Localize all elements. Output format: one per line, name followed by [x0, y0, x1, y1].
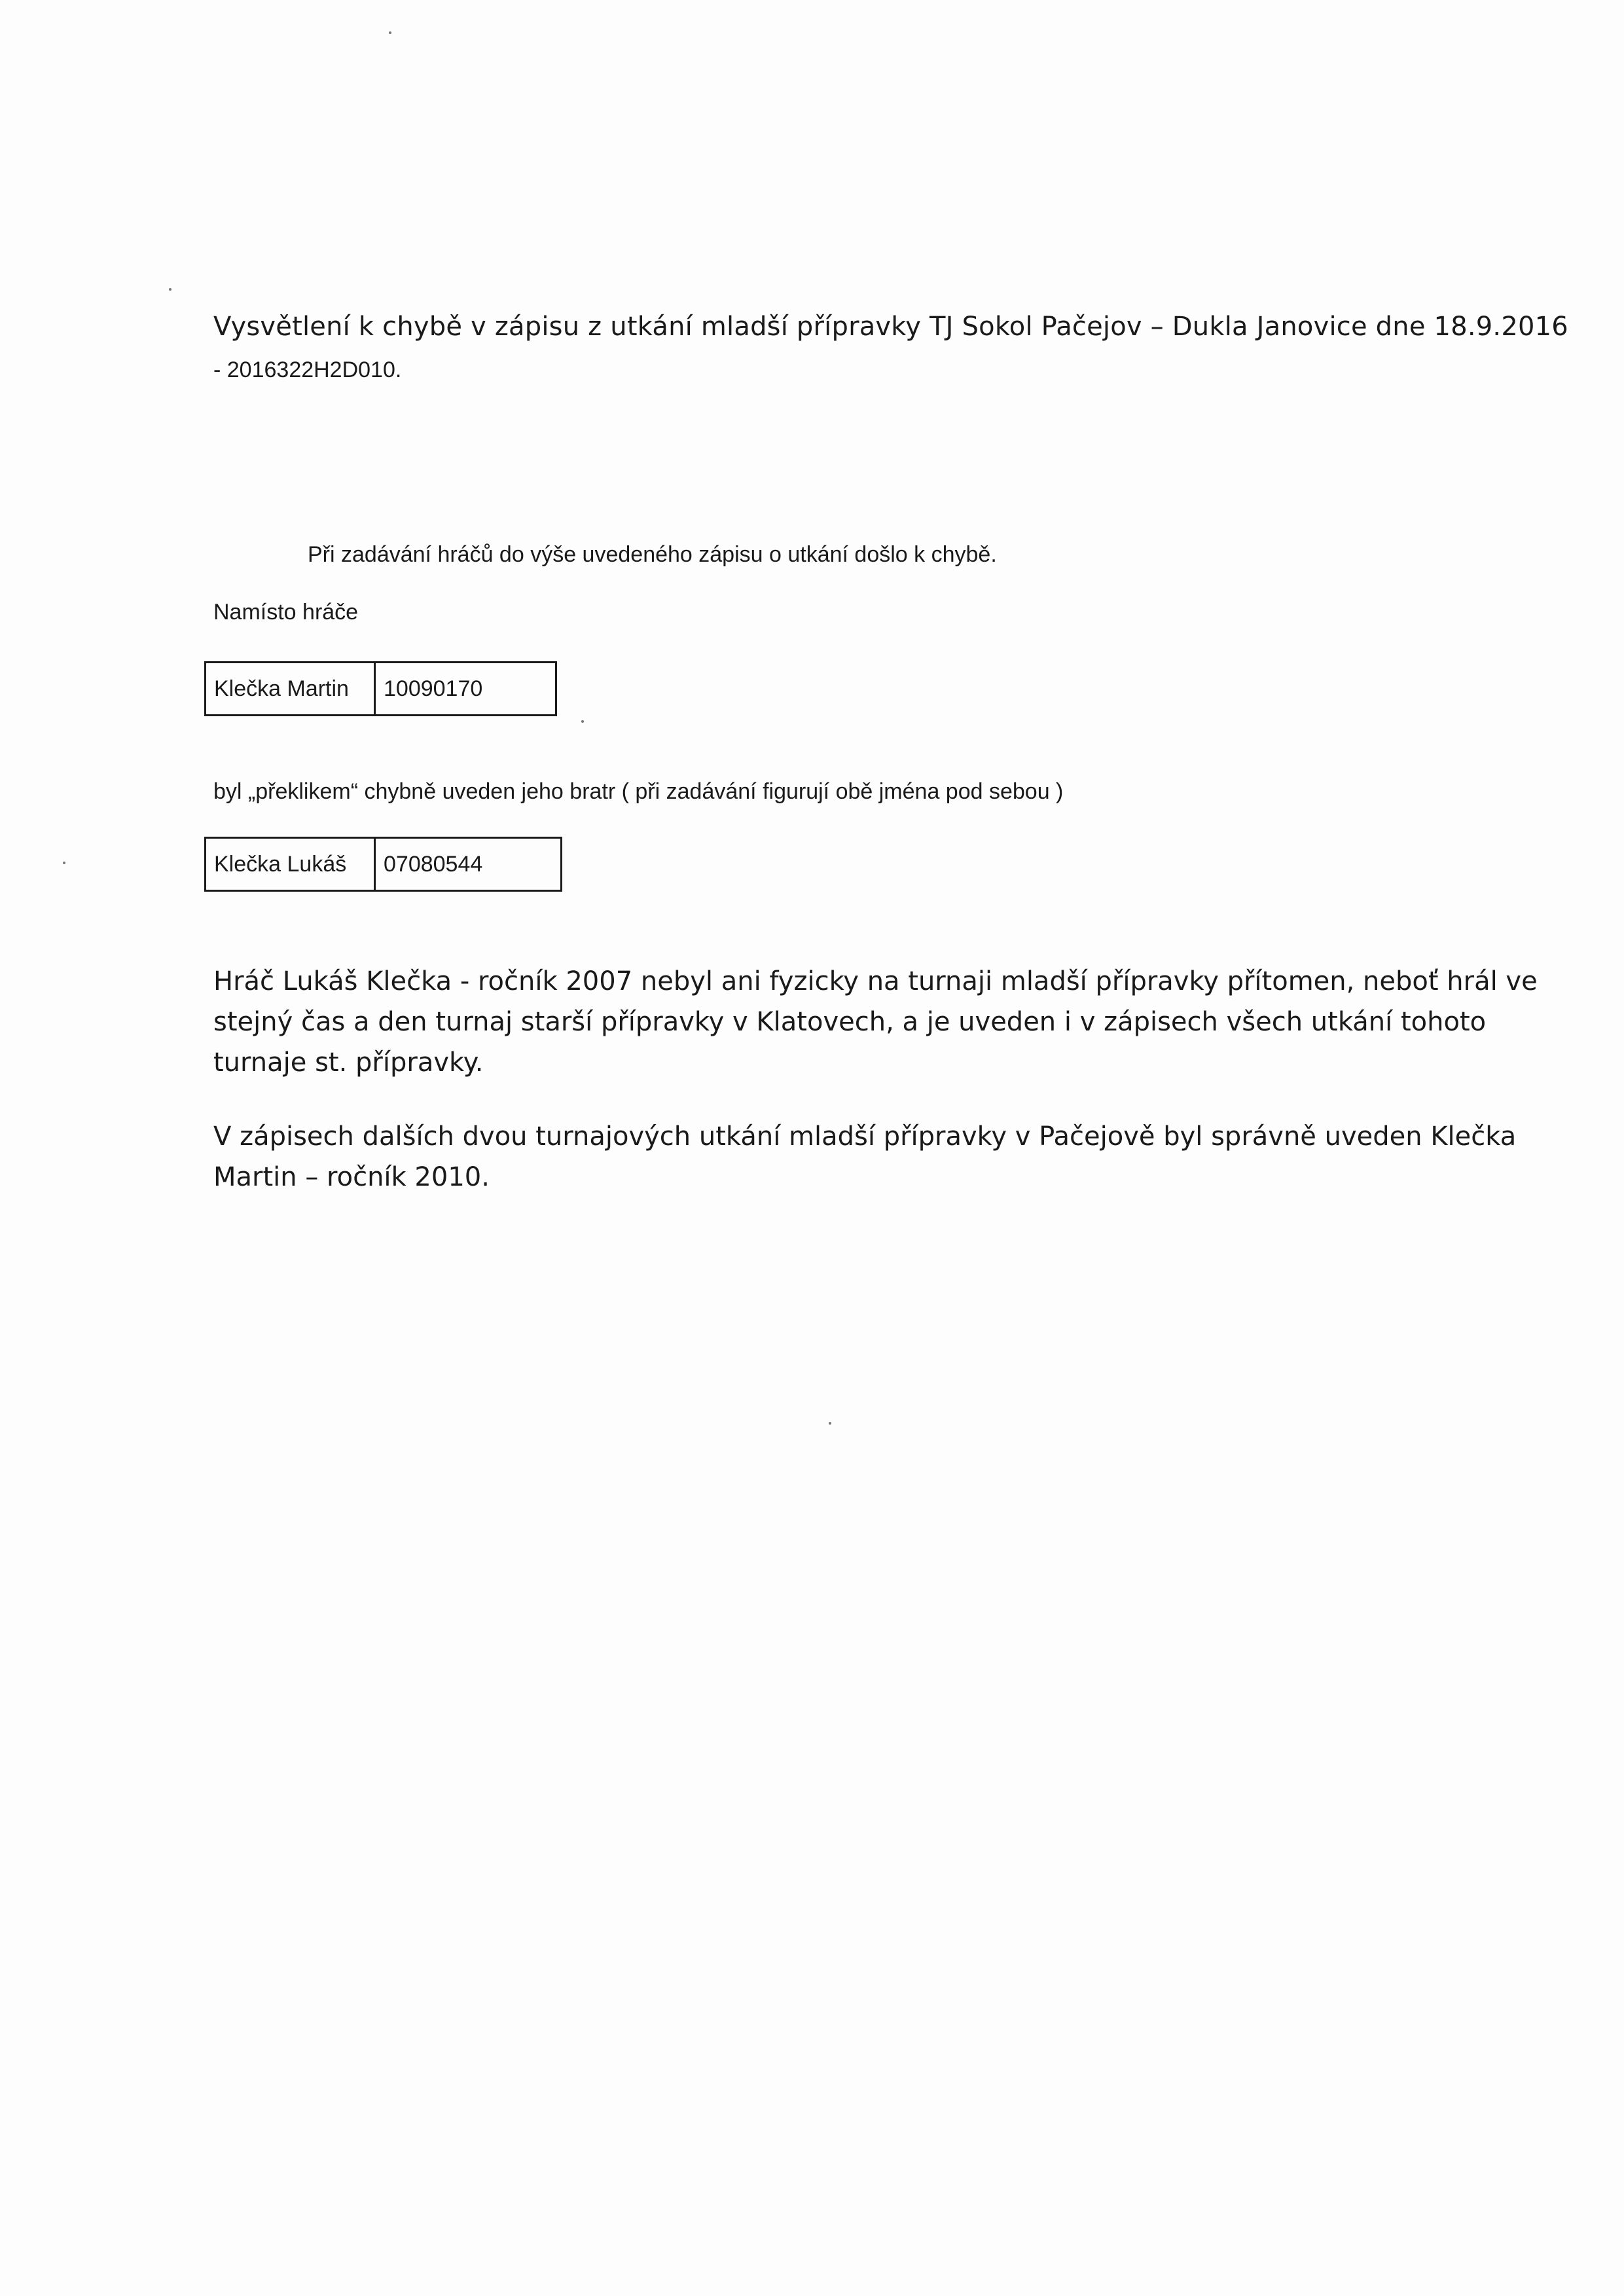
correct-player-id: 10090170: [375, 663, 556, 716]
conclusion-paragraph: [213, 1116, 1517, 1197]
paragraph-line: Hráč Lukáš Klečka - ročník 2007 nebyl ani fyzicky na turnaji mladší přípravky přítomen, neboť hrál ve: [213, 966, 1538, 996]
table-row: [206, 838, 562, 891]
paragraph-line: Martin – ročník 2010.: [213, 1162, 490, 1192]
wrong-player-id: 07080544: [375, 838, 562, 891]
typo-explanation: byl „překlikem“ chybně uveden jeho bratr ( při zadávání figurují obě jména pod sebou ): [213, 779, 1064, 804]
correct-player-name: Klečka Martin: [206, 663, 375, 716]
paragraph-line: turnaje st. přípravky.: [213, 1048, 484, 1078]
intro-sentence: Při zadávání hráčů do výše uvedeného zápisu o utkání došlo k chybě.: [308, 542, 997, 567]
instead-of-player-label: Namísto hráče: [213, 600, 359, 625]
paragraph-line: stejný čas a den turnaj starší přípravky v Klatovech, a je uveden i v zápisech všech utkání tohoto: [213, 1007, 1487, 1037]
scan-speck: [389, 31, 391, 34]
document-title: Vysvětlení k chybě v zápisu z utkání mladší přípravky TJ Sokol Pačejov – Dukla Janovice dne 18.9.2016: [213, 312, 1568, 342]
explanation-paragraph: [213, 961, 1538, 1083]
paragraph-line: V zápisech dalších dvou turnajových utkání mladší přípravky v Pačejově byl správně uveden Klečka: [213, 1121, 1517, 1152]
scan-speck: [581, 720, 584, 723]
scan-speck: [829, 1422, 831, 1425]
scan-speck: [169, 288, 171, 291]
wrong-player-table: [204, 837, 562, 892]
table-row: [206, 663, 556, 716]
scan-speck: [63, 862, 65, 864]
wrong-player-name: Klečka Lukáš: [206, 838, 375, 891]
correct-player-table: [204, 661, 557, 716]
document-reference-number: - 2016322H2D010.: [213, 357, 402, 382]
